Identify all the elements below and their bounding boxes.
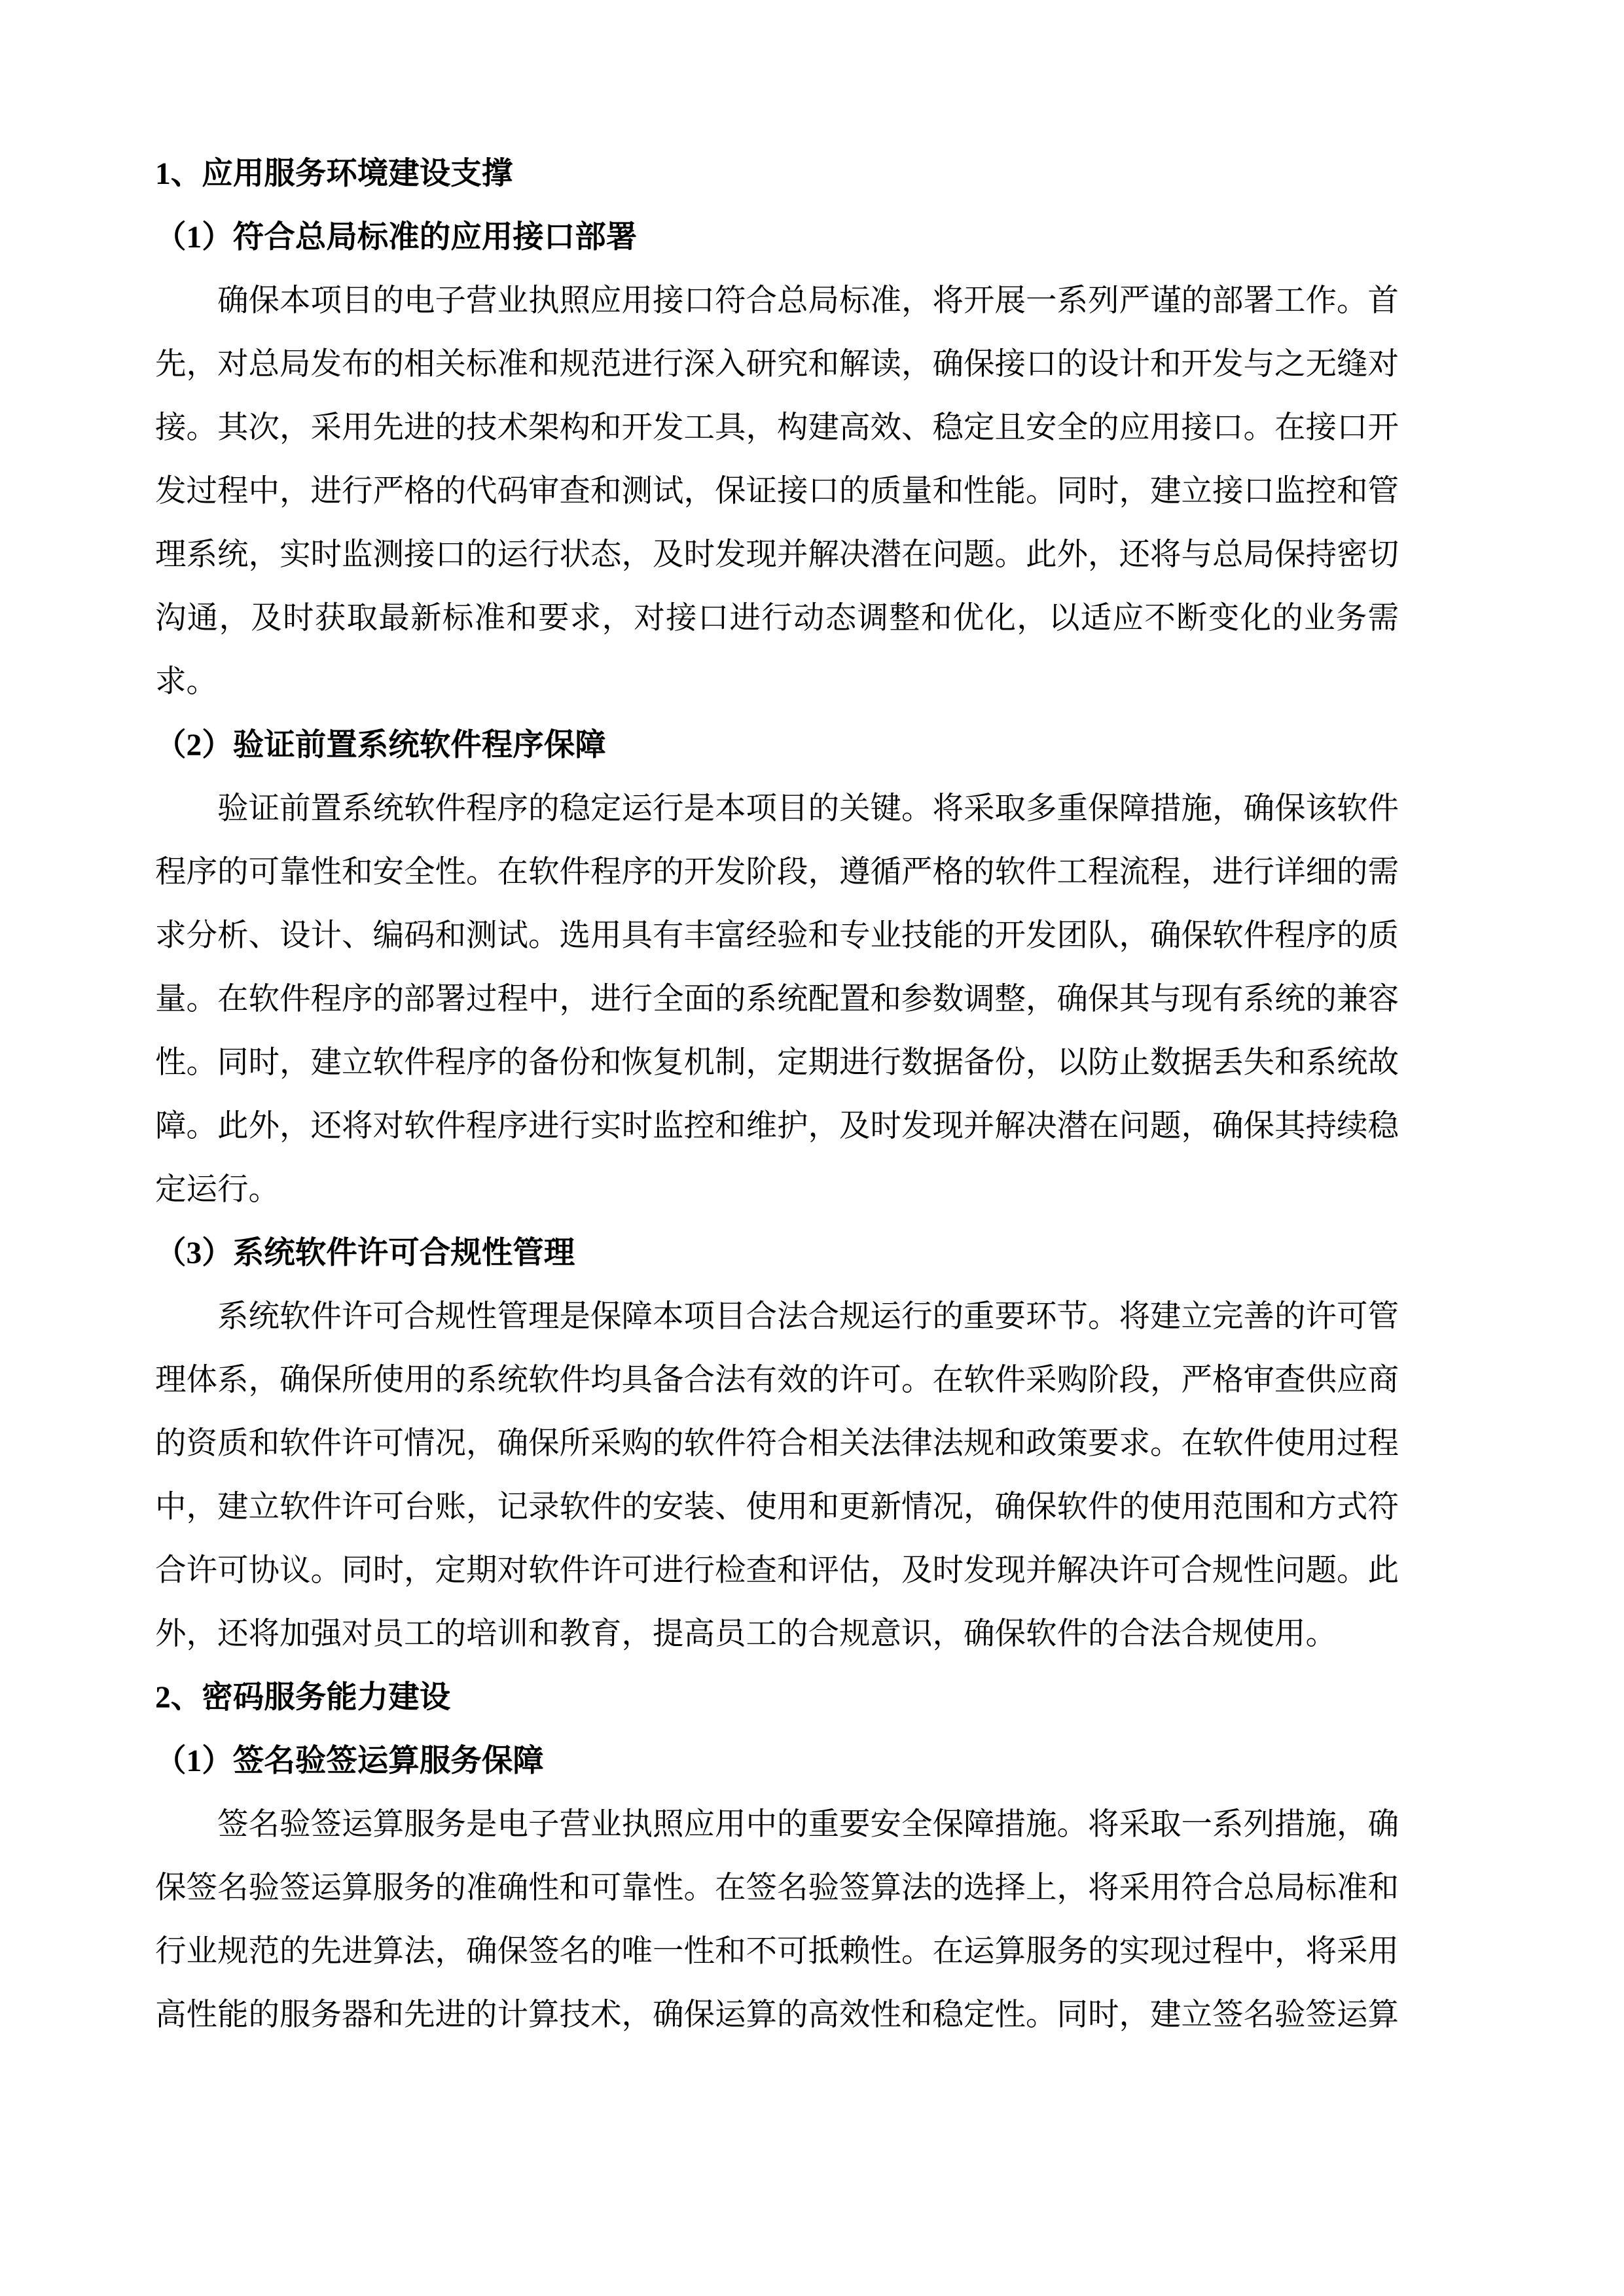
heading-subsection-2-1: （1）签名验签运算服务保障 <box>155 1744 544 1778</box>
paragraph-software-assurance: 验证前置系统软件程序的稳定运行是本项目的关键。将采取多重保障措施，确保该软件程序的可靠性和安全性。在软件程序的开发阶段，遵循严格的软件工程流程，进行详细的需求分析、设计、编码和测试。选用具有丰富经验和专业技能的开发团队，确保软件程序的质量。在软件程序的部署过程中，进行全面的系统配置和参数调整，确保其与现有系统的兼容性。同时，建立软件程序的备份和恢复机制，定期进行数据备份，以防止数据丢失和系统故障。此外，还将对软件程序进行实时监控和维护，及时发现并解决潜在问题，确保其持续稳定运行。 <box>155 792 1399 1207</box>
paragraph-license-compliance: 系统软件许可合规性管理是保障本项目合法合规运行的重要环节。将建立完善的许可管理体系，确保所使用的系统软件均具备合法有效的许可。在软件采购阶段，严格审查供应商的资质和软件许可情况，确保所采购的软件符合相关法律法规和政策要求。在软件使用过程中，建立软件许可台账，记录软件的安装、使用和更新情况，确保软件的使用范围和方式符合许可协议。同时，定期对软件许可进行检查和评估，及时发现并解决许可合规性问题。此外，还将加强对员工的培训和教育，提高员工的合规意识，确保软件的合法合规使用。 <box>155 1300 1399 1651</box>
heading-subsection-1-1: （1）符合总局标准的应用接口部署 <box>155 221 638 255</box>
heading-subsection-1-3: （3）系统软件许可合规性管理 <box>155 1236 575 1270</box>
heading-section-2: 2、密码服务能力建设 <box>155 1681 451 1715</box>
paragraph-interface-deployment: 确保本项目的电子营业执照应用接口符合总局标准，将开展一系列严谨的部署工作。首先，对总局发布的相关标准和规范进行深入研究和解读，确保接口的设计和开发与之无缝对接。其次，采用先进的技术架构和开发工具，构建高效、稳定且安全的应用接口。在接口开发过程中，进行严格的代码审查和测试，保证接口的质量和性能。同时，建立接口监控和管理系统，实时监测接口的运行状态，及时发现并解决潜在问题。此外，还将与总局保持密切沟通，及时获取最新标准和要求，对接口进行动态调整和优化，以适应不断变化的业务需求。 <box>155 284 1399 699</box>
heading-section-1: 1、应用服务环境建设支撑 <box>155 157 513 191</box>
paragraph-signature-verification: 签名验签运算服务是电子营业执照应用中的重要安全保障措施。将采取一系列措施，确保签名验签运算服务的准确性和可靠性。在签名验签算法的选择上，将采用符合总局标准和行业规范的先进算法，确保签名的唯一性和不可抵赖性。在运算服务的实现过程中，将采用高性能的服务器和先进的计算技术，确保运算的高效性和稳定性。同时，建立签名验签运算 <box>155 1808 1399 2032</box>
heading-subsection-1-2: （2）验证前置系统软件程序保障 <box>155 728 606 762</box>
document-text-block <box>155 143 1399 2047</box>
